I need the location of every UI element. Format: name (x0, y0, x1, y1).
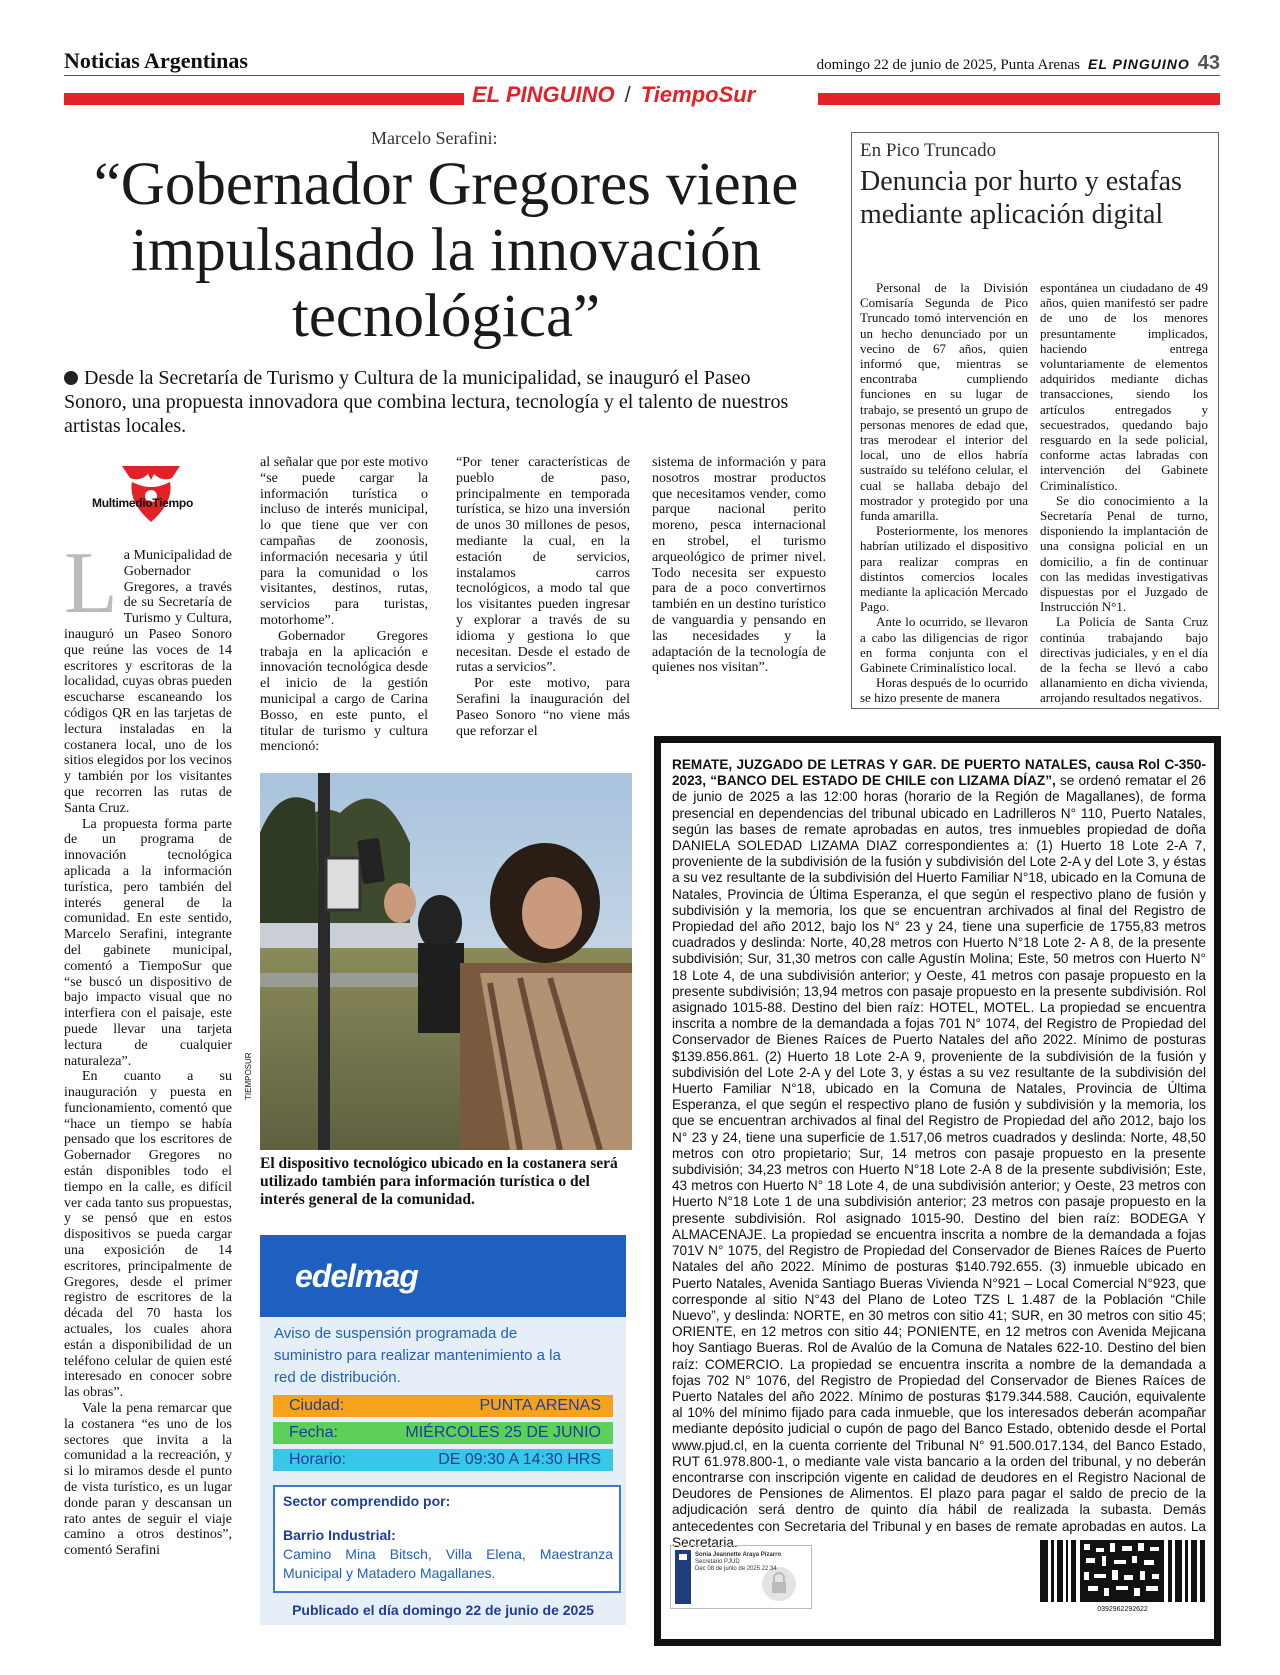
sector-label: Sector comprendido por: (283, 1493, 451, 1509)
sidebar-column-2 (1040, 280, 1208, 706)
article-photo (260, 773, 632, 1150)
qr-code-icon (1040, 1540, 1205, 1602)
page-number: 43 (1197, 52, 1220, 74)
barcode-block (1040, 1540, 1205, 1613)
sidebar-kicker: En Pico Truncado (860, 140, 997, 161)
dateline: domingo 22 de junio de 2025, Punta Arenas (816, 57, 1080, 73)
header-rule (64, 75, 1220, 76)
col2-paragraph-1: al señalar que por este motivo “se puede cargar la información turística o incluso de interés municipal, lo que tiene que ver con campañas de zoonosis, información necesaria y útil para la comunidad o los visitantes, destinos, rutas, servicios para turistas, motorhome”. (260, 455, 428, 628)
photo-credit: TIEMPOSUR (244, 1052, 253, 1100)
fecha-row (273, 1422, 613, 1444)
sidebar-c1-paragraph-4: Horas después de lo ocurrido se hizo presente de manera (860, 675, 1028, 706)
multimedio-logo (92, 458, 210, 530)
legal-notice-body: se ordenó rematar el 26 de junio de 2025 a las 12:00 horas (horario de la Región de Magallanes), de forma presencial en dependencias del tribunal ubicado en Ladrilleros N° 110, Puerto Natales, según las bases de remate aprobadas en autos, tres inmuebles propiedad de doña DANIELA SOLEDAD LIZAMA DIAZ correspondientes a: (1) Huerto 18 Lote 2-A 7, proveniente de la subdivisión de la fusión y subdivisión del Lote 2-A y del Lote 3, y éstas a su vez resultante de la subdivisión del Huerto Familiar N°18, ubicado en la Comuna de Natales, Provincia de Última Esperanza, el que según el respectivo plano de fusión y subdivisión y la memoria, los que se encuentran archivados al final del Registro de Propiedad del año 2012, bajo los N° 23 y 24, tiene una superficie de 1755,83 metros cuadrados y deslinda: Norte, 40,28 metros con Huerto N°18 Lote 2- A 8, de la presente subdivisión; Sur, 31,30 metros con calle Agustín Molina; Este, 50 metros con Huerto N° 18 Lote 4, de una subdivisión anterior; y Oeste, 41 metros con pasaje propuesto en la presente subdivisión; 13,94 metros con pasaje propuesto en la presente subdivisión. Rol asignado 1015-88. Destino del bien raíz: HOTEL, MOTEL. La propiedad se encuentra inscrita a nombre de la demandada a fojas 701 N° 1074, del Registro de Propiedad del Conservador de Bienes Raíces de Puerto Natales del año 2022. Mínimo de posturas $139.856.861. (2) Huerto 18 Lote 2-A 9, proveniente de la subdivisión de la fusión y subdivisión del Lote 2-A y del Lote 3, y éstas a su vez resultante de la subdivisión del Huerto Familiar N°18, ubicado en la Comuna de Natales, Provincia de Última Esperanza, el que según el respectivo plano de fusión y subdivisión y la memoria, los que se encuentran archivados al final del Registro de Propiedad del año 2012, bajo los N° 23 y 24, tiene una superficie de 1.517,06 metros cuadrados y deslinda: Norte, 48,50 metros con otro propietario; Sur, 14 metros con pasaje propuesto en la presente subdivisión; 34,23 metros con Huerto N°18 Lote 2-A 8 de la presente subdivisión; Este, 43 metros con Huerto N° 18 Lote 4, de una subdivisión anterior; y Oeste, 23 metros con Huerto N°18 Lote 1 de una subdivisión anterior; 23 metros con pasaje propuesto en la presente subdivisión. Rol asignado 1015-90. Destino del bien raíz: BODEGA Y ALMACENAJE. La propiedad se encuentra inscrita a nombre de la demandada a fojas 701V N° 1075, del Registro de Propiedad del Conservador de Bienes Raíces de Puerto Natales del año 2022. Mínimo de posturas $140.792.655. (3) inmueble ubicado en Puerto Natales, Avenida Santiago Bueras Vivienda N°921 – Local Comercial N°923, que corresponde al sitio N°43 del Plano de Loteo TZS L 1.487 de la Población “Chile Nuevo”, y deslinda: NORTE, en 30 metros con sitio 41; SUR, en 30 metros con sitio 45; ORIENTE, en 12 metros con sitio 44; PONIENTE, en 12 metros con Avenida Mejicana hoy Santiago Bueras. Rol de Avalúo de la Comuna de Natales 622-10. Destino del bien raíz: COMERCIO. La propiedad se encuentra inscrita a nombre de la demandada a fojas 702 N° 1076, del Registro de Propiedad del Conservador de Bienes Raíces de Puerto Natales del año 2022. Mínimo de posturas $179.344.588. Caución, equivalente al 10% del mínimo fijado para cada inmueble, que los interesados deberán acompañar mediante depósito judicial o cupón de pago del Banco Estado, obtenido desde el Portal www.pjud.cl, en la cuenta corriente del Tribunal N° 91.500.017.134, del Banco Estado, RUT 61.978.800-1, o mediante vale vista bancario a la orden del tribunal, y no deberán encontrarse con inscripción vigente en calidad de deudores en el Registro Nacional de Deudores de Pensiones de Alimentos. El plazo para pagar el saldo de precio de la adjudicación será dentro de quinto día hábil de realizada la subasta. Demás antecedentes con Secretaria del Tribunal y en bases de remate aprobadas en autos. La Secretaria. (672, 773, 1206, 1550)
red-bar-right (818, 93, 1220, 105)
horario-label: Horario: (289, 1451, 346, 1468)
sidebar-c2-paragraph-1: espontánea un ciudadano de 49 años, quien manifestó ser padre de uno de los menores presuntamente implicados, haciendo entrega voluntariamente de elementos adquiridos mediante dichas transacciones, siendo los artículos entregados y secuestrados, quedando bajo resguardo en la sede policial, conforme actas labradas con intervención del Gabinete Criminalístico. (1040, 280, 1208, 493)
bullet-icon (64, 371, 78, 385)
barrio-label: Barrio Industrial: (283, 1527, 396, 1543)
photo-caption: El dispositivo tecnológico ubicado en la costanera será utilizado también para información turística o del interés general de la comunidad. (260, 1155, 618, 1208)
signature-name: Sonia Jeannette Araya Pizarro (695, 1552, 782, 1558)
article-column-4 (652, 455, 826, 676)
summary-text: Desde la Secretaría de Turismo y Cultura de la municipalidad, se inauguró el Paseo Sonoro, una propuesta innovadora que combina lectura, tecnología y el talento de nuestros artistas locales. (64, 367, 789, 437)
fecha-value: MIÉRCOLES 25 DE JUNIO (405, 1424, 601, 1441)
signature-role: Secretario PJUD (695, 1559, 740, 1565)
partner-right: TiempoSur (640, 82, 756, 107)
col3-paragraph-2: Por este motivo, para Serafini la inauguración del Paseo Sonoro “no viene más que reforzar el (456, 676, 630, 739)
digital-signature (670, 1545, 812, 1609)
sidebar-c2-paragraph-3: La Policía de Santa Cruz continúa trabajando bajo directivas judiciales, y en el día de la fecha se llevó a cabo allanamiento en dicha vivienda, arrojando resultados negativos. (1040, 614, 1208, 706)
barcode-number: 0392962292622 (1097, 1606, 1148, 1613)
fecha-label: Fecha: (289, 1424, 338, 1441)
legal-notice-case: causa Rol C-350-2023, “BANCO DEL ESTADO DE CHILE con LIZAMA DÍAZ”, (672, 757, 1206, 789)
col1-paragraph-1: a Municipalidad de Gobernador Gregores, a través de su Secretaría de Turismo y Cultura, inauguró un Paseo Sonoro que reúne las voces de 14 escritores y escritoras de la localidad, cuyas obras pueden escucharse escaneando los códigos QR en las tarjetas de lectura instaladas en la costanera local, uno de los sitios elegidos por los vecinos y también por los visitantes que recorren las rutas de Santa Cruz. (64, 548, 232, 816)
ciudad-label: Ciudad: (289, 1397, 345, 1414)
signature-seal-icon (675, 1550, 691, 1604)
article-headline: “Gobernador Gregores viene impulsando la innovación tecnológica” (93, 151, 799, 350)
dateline-block (817, 52, 1220, 75)
article-column-2 (260, 455, 428, 755)
col1-paragraph-4: Vale la pena remarcar que la costanera “es uno de los sectores que invita a la comunidad a la recreación, y si lo miramos desde el punto de vista turístico, es un lugar donde paran y descansan un rato antes de seguir el viaje camino a otros destinos”, comentó Serafini (64, 1401, 232, 1559)
partner-separator: / (624, 82, 631, 107)
col1-paragraph-3: En cuanto a su inauguración y puesta en funcionamiento, comentó que “hace un tiempo se había pensado que los escritores de Gobernador Gregores no están disponibles todo el tiempo en la calle, es difícil ver cada tanto sus propuestas, y se pensó que en estos dispositivos se pueda cargar una exposición de 14 escritores, principalmente de Gregores, desde el primer registro de escritores de la década del 70 hasta los actuales, los cuales ahora están a disponibilidad de un teléfono celular de quien esté interesado en conocer sobre las obras”. (64, 1069, 232, 1401)
horario-row (273, 1449, 613, 1471)
article-summary (64, 366, 814, 438)
multimedio-icon (92, 458, 210, 530)
col4-paragraph-1: sistema de información y para nosotros mostrar productos que necesitamos vender, como parque nacional perito moreno, pesca internacional en strobel, el turismo arqueológico de primer nivel. Todo necesita ser expuesto para de a poco convertirnos también en un destino turístico de vanguardia y pensando en las necesidades y la adaptación de la tecnología de quienes nos visitan”. (652, 455, 826, 676)
logo-text: MultimedioTiempo (92, 496, 193, 510)
brand-mark: EL PINGUINO (1087, 56, 1190, 72)
drop-cap: L (64, 535, 118, 632)
sidebar-c1-paragraph-3: Ante lo ocurrido, se llevaron a cabo las diligencias de rigor en forma conjunta con el Gabinete Criminalístico local. (860, 614, 1028, 676)
edelmag-notice: Aviso de suspensión programada de suministro para realizar mantenimiento a la red de distribución. (274, 1325, 561, 1386)
section-title: Noticias Argentinas (64, 48, 248, 73)
calles-list: Camino Mina Bitsch, Villa Elena, Maestranza Municipal y Matadero Magallanes. (283, 1546, 613, 1581)
col1-paragraph-2: La propuesta forma parte de un programa de innovación tecnológica aplicada a la información turística, pero también del interés general de la comunidad. En este sentido, Marcelo Serafini, integrante del gabinete municipal, comentó a TiempoSur que “se buscó un dispositivo de bajo impacto visual que no interfiera con el paisaje, este puede llevar una tarjeta lectura de cualquier naturaleza”. (64, 816, 232, 1069)
edelmag-logo: edelmag (295, 1258, 418, 1294)
signature-date: Dec 08 de junio de 2025 22:34 (695, 1566, 777, 1572)
col3-paragraph-1: “Por tener características de pueblo de paso, principalmente en temporada turística, se hizo una inversión de unos 30 millones de pesos, mediante la cual, en la estación de servicios, instalamos carros tecnológicos, a modo tal que los visitantes pueden ingresar y explorar a través de su idioma y gestiona lo que necesitan. Desde el estado de rutas a servicios”. (456, 455, 630, 676)
sidebar-headline: Denuncia por hurto y estafas mediante aplicación digital (860, 166, 1182, 230)
published-date: Publicado el día domingo 22 de junio de 2025 (292, 1602, 594, 1618)
legal-notice-text (672, 757, 1206, 1551)
partner-brands (472, 82, 755, 108)
sidebar-column-1 (860, 280, 1028, 706)
sidebar-c1-paragraph-1: Personal de la División Comisaría Segunda de Pico Truncado tomó intervención en un hecho denunciado por un vecino de 67 años, quien informó que, mientras se encontraba cumpliendo funciones en su lugar de trabajo, se presentó un grupo de personas menores de edad que, tras merodear el interior del local, uno de ellos habría sustraído su teléfono celular, el cual se hallaba debajo del mostrador y protegido por una funda amarilla. (860, 280, 1028, 524)
article-column-3 (456, 455, 630, 739)
partner-left: EL PINGUINO (472, 82, 615, 107)
horario-value: DE 09:30 A 14:30 HRS (438, 1451, 601, 1468)
col2-paragraph-2: Gobernador Gregores trabaja en la aplicación e innovación tecnológica desde el inicio de la gestión municipal a cargo de Carina Bosso, en este punto, el titular de turismo y cultura mencionó: (260, 628, 428, 755)
sector-box (273, 1485, 621, 1593)
ciudad-value: PUNTA ARENAS (479, 1397, 601, 1414)
photo-illustration (260, 773, 632, 1150)
legal-notice-title: REMATE, JUZGADO DE LETRAS Y GAR. DE PUERTO NATALES, (672, 757, 1091, 772)
sidebar-c1-paragraph-2: Posteriormente, los menores habrían utilizado el dispositivo para realizar compras en distintos comercios locales mediante la aplicación Mercado Pago. (860, 523, 1028, 615)
ciudad-row (273, 1395, 613, 1417)
red-bar-left (64, 93, 464, 105)
article-kicker: Marcelo Serafini: (371, 128, 498, 148)
article-column-1 (64, 535, 232, 1559)
sidebar-c2-paragraph-2: Se dio conocimiento a la Secretaría Penal de turno, disponiendo la implantación de una consigna policial en un domicilio, a fin de continuar con las medidas investigativas dispuestas por el Juzgado de Instrucción N°1. (1040, 492, 1208, 615)
